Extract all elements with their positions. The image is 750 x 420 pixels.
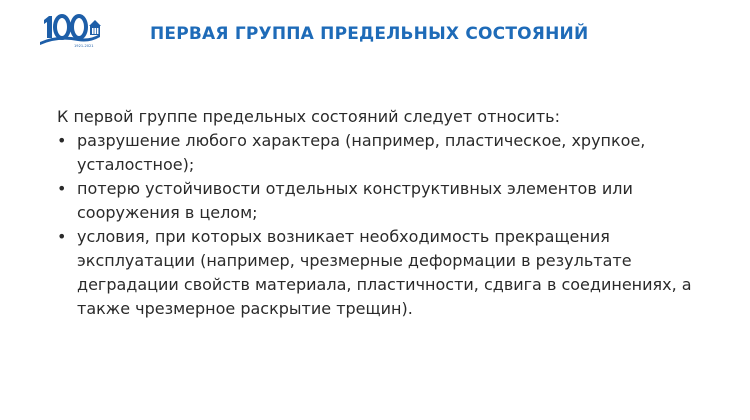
list-item-line: потерю устойчивости отдельных конструктивных элементов или (77, 179, 633, 198)
university-building-icon (89, 20, 101, 35)
bullet-icon: • (57, 179, 67, 198)
list-item (57, 129, 697, 177)
list-item-line: разрушение любого характера (например, пластическое, хрупкое, (77, 131, 646, 150)
list-item-line: эксплуатации (например, чрезмерные деформации в результате (77, 251, 632, 270)
slide-content (57, 105, 697, 321)
page-title: ПЕРВАЯ ГРУППА ПРЕДЕЛЬНЫХ СОСТОЯНИЙ (150, 24, 589, 44)
list-item-line: сооружения в целом; (77, 203, 258, 222)
list-item (57, 225, 697, 321)
list-item (57, 177, 697, 225)
intro-text: К первой группе предельных состояний следует относить: (57, 107, 560, 126)
logo-years: 1921-2021 (74, 44, 94, 48)
list-item-line: деградации свойств материала, пластичности, сдвига в соединениях, а (77, 275, 692, 294)
university-logo (38, 12, 102, 48)
bullet-list (57, 129, 697, 321)
bullet-icon: • (57, 227, 67, 246)
list-item-line: условия, при которых возникает необходимость прекращения (77, 227, 610, 246)
bullet-icon: • (57, 131, 67, 150)
list-item-line: также чрезмерное раскрытие трещин). (77, 299, 413, 318)
list-item-line: усталостное); (77, 155, 195, 174)
